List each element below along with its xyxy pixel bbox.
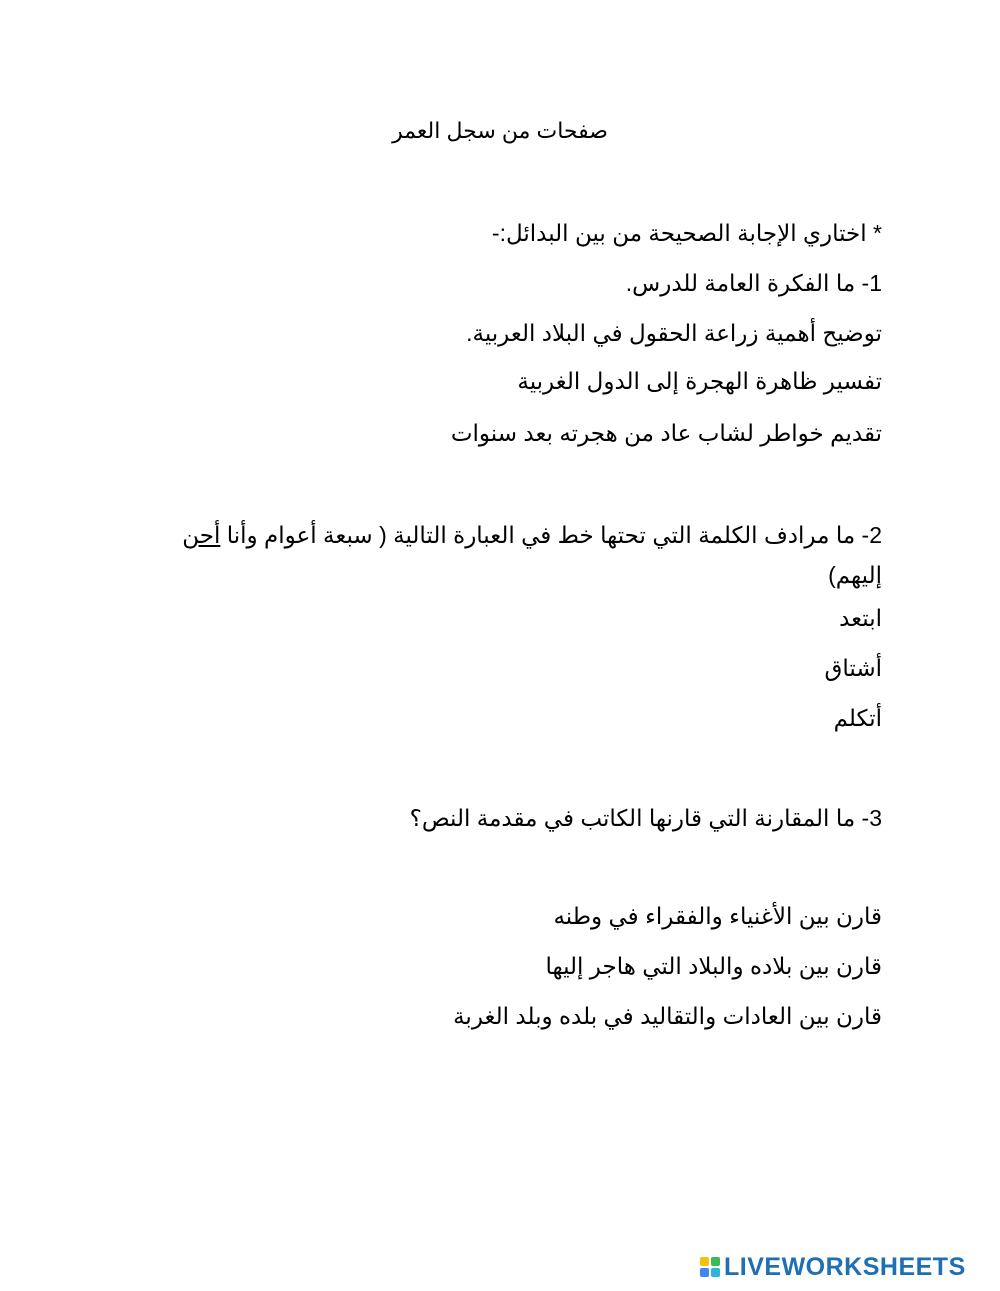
question-3-option-3[interactable]: قارن بين العادات والتقاليد في بلده وبلد الغربة — [453, 1003, 882, 1029]
question-2-text-start: 2- ما مرادف الكلمة التي تحتها خط في العبارة التالية ( سبعة أعوام وأنا — [220, 522, 882, 548]
liveworksheets-logo — [700, 1252, 966, 1282]
question-2-option-1[interactable]: ابتعد — [839, 605, 882, 631]
question-3-option-1[interactable]: قارن بين الأغنياء والفقراء في وطنه — [553, 903, 882, 929]
question-2 — [162, 515, 882, 595]
page-title: صفحات من سجل العمر — [392, 118, 608, 143]
logo-text: LIVEWORKSHEETS — [724, 1252, 966, 1281]
question-1: 1- ما الفكرة العامة للدرس. — [625, 270, 882, 296]
question-1-option-3[interactable]: تقديم خواطر لشاب عاد من هجرته بعد سنوات — [450, 420, 882, 446]
liveworksheets-logo-icon — [700, 1257, 720, 1277]
logo-mark-square-cyan — [711, 1268, 720, 1277]
question-2-underlined-word: أحن — [182, 522, 221, 548]
question-2-option-2[interactable]: أشتاق — [824, 655, 882, 681]
logo-mark-square-green — [711, 1257, 720, 1266]
question-3-option-2[interactable]: قارن بين بلاده والبلاد التي هاجر إليها — [545, 953, 882, 979]
question-1-option-1[interactable]: توضيح أهمية زراعة الحقول في البلاد العربية. — [466, 320, 882, 346]
logo-mark-square-yellow — [700, 1257, 709, 1266]
question-2-text-end: إليهم) — [828, 562, 882, 588]
question-2-option-3[interactable]: أتكلم — [833, 705, 882, 731]
logo-mark-square-blue — [700, 1268, 709, 1277]
question-3: 3- ما المقارنة التي قارنها الكاتب في مقدمة النص؟ — [409, 805, 882, 831]
question-1-option-2[interactable]: تفسير ظاهرة الهجرة إلى الدول الغربية — [517, 368, 882, 394]
instruction-text: * اختاري الإجابة الصحيحة من بين البدائل:- — [491, 220, 882, 246]
